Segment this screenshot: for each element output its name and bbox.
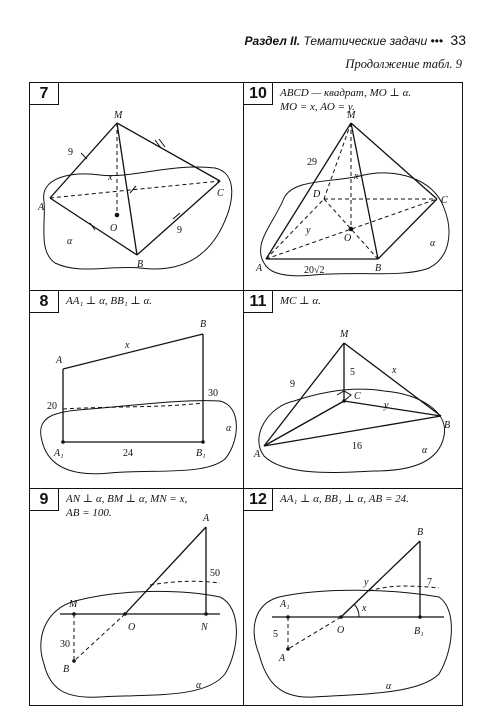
problem-number: 9 (30, 489, 59, 511)
problem-8-cell (30, 291, 243, 488)
label-A: A (56, 355, 63, 366)
label-A: A (203, 513, 210, 524)
section-label: Раздел II. (244, 34, 301, 48)
problem-8-figure (30, 291, 243, 488)
label-9-bc: 9 (177, 225, 182, 236)
label-20sqrt2: 20√2 (304, 265, 325, 276)
label-B: B (63, 664, 70, 675)
label-D: D (313, 189, 321, 200)
label-alpha: α (226, 423, 232, 434)
condition-line-2: AB = 100. (66, 507, 112, 519)
label-30: 30 (60, 639, 70, 650)
label-B: B (375, 263, 382, 274)
problem-7-cell (30, 83, 243, 290)
condition-line-1: MC ⊥ α. (280, 295, 321, 307)
label-C: C (217, 188, 224, 199)
problem-number: 11 (244, 291, 273, 313)
problem-12-figure (244, 489, 462, 705)
label-alpha: α (67, 236, 73, 247)
label-A: A (254, 449, 261, 460)
label-x: x (392, 365, 397, 376)
label-M: M (114, 110, 123, 121)
problem-table (29, 82, 463, 706)
problem-7-figure (30, 83, 243, 290)
problem-12-cell (244, 489, 462, 705)
label-B1: B₁ (414, 626, 424, 637)
label-9: 9 (290, 379, 295, 390)
label-alpha: α (430, 238, 436, 249)
label-B1: B₁ (196, 448, 206, 459)
label-24: 24 (123, 448, 133, 459)
label-y: y (364, 577, 369, 588)
problem-11-figure (244, 291, 462, 488)
label-O: O (110, 223, 118, 234)
label-20: 20 (47, 401, 57, 412)
table-continuation-label: Продолжение табл. 9 (345, 57, 462, 71)
label-x: x (108, 172, 113, 183)
label-O: O (337, 625, 345, 636)
page-number: 33 (450, 32, 466, 48)
label-5: 5 (273, 629, 278, 640)
label-x: x (362, 603, 367, 614)
label-M: M (69, 599, 78, 610)
section-title: Тематические задачи (303, 34, 428, 48)
problem-number: 8 (30, 291, 59, 313)
header-marker: ••• (430, 34, 444, 48)
label-x: x (125, 340, 130, 351)
label-y: y (306, 225, 311, 236)
label-5: 5 (350, 367, 355, 378)
label-M: M (347, 110, 356, 121)
problem-9-cell (30, 489, 243, 705)
label-B: B (417, 527, 424, 538)
label-x: x (354, 171, 359, 182)
label-alpha: α (196, 680, 202, 691)
label-A1: A₁ (54, 448, 64, 459)
label-M: M (340, 329, 349, 340)
label-A1: A₁ (280, 599, 290, 610)
label-A: A (279, 653, 286, 664)
label-A: A (256, 263, 263, 274)
label-alpha: α (422, 445, 428, 456)
problem-10-cell (244, 83, 462, 290)
problem-10-figure (244, 83, 462, 290)
problem-number: 7 (30, 83, 59, 105)
label-9-am: 9 (68, 147, 73, 158)
label-16: 16 (352, 441, 362, 452)
label-B: B (444, 420, 451, 431)
problem-11-cell (244, 291, 462, 488)
problem-9-figure (30, 489, 243, 705)
label-30: 30 (208, 388, 218, 399)
condition-line-1: AN ⊥ α, BM ⊥ α, MN = x, (66, 493, 188, 505)
label-O: O (128, 622, 136, 633)
label-7: 7 (427, 577, 432, 588)
label-C: C (354, 391, 361, 402)
label-C: C (441, 195, 448, 206)
label-B: B (137, 259, 144, 270)
label-B: B (200, 319, 207, 330)
label-29: 29 (307, 157, 317, 168)
label-50: 50 (210, 568, 220, 579)
label-A: A (38, 202, 45, 213)
label-N: N (201, 622, 208, 633)
page-header (0, 32, 466, 48)
label-O: O (344, 233, 352, 244)
problem-number: 10 (244, 83, 273, 105)
label-alpha: α (386, 681, 392, 692)
condition-line-1: AA₁ ⊥ α, BB₁ ⊥ α, AB = 24. (280, 493, 409, 505)
label-y: y (384, 400, 389, 411)
condition-line-1: ABCD — квадрат, MO ⊥ α. (280, 87, 412, 99)
condition-line-1: AA₁ ⊥ α, BB₁ ⊥ α. (66, 295, 153, 307)
condition-line-2: MO = x, AO = y. (280, 101, 355, 113)
problem-number: 12 (244, 489, 273, 511)
